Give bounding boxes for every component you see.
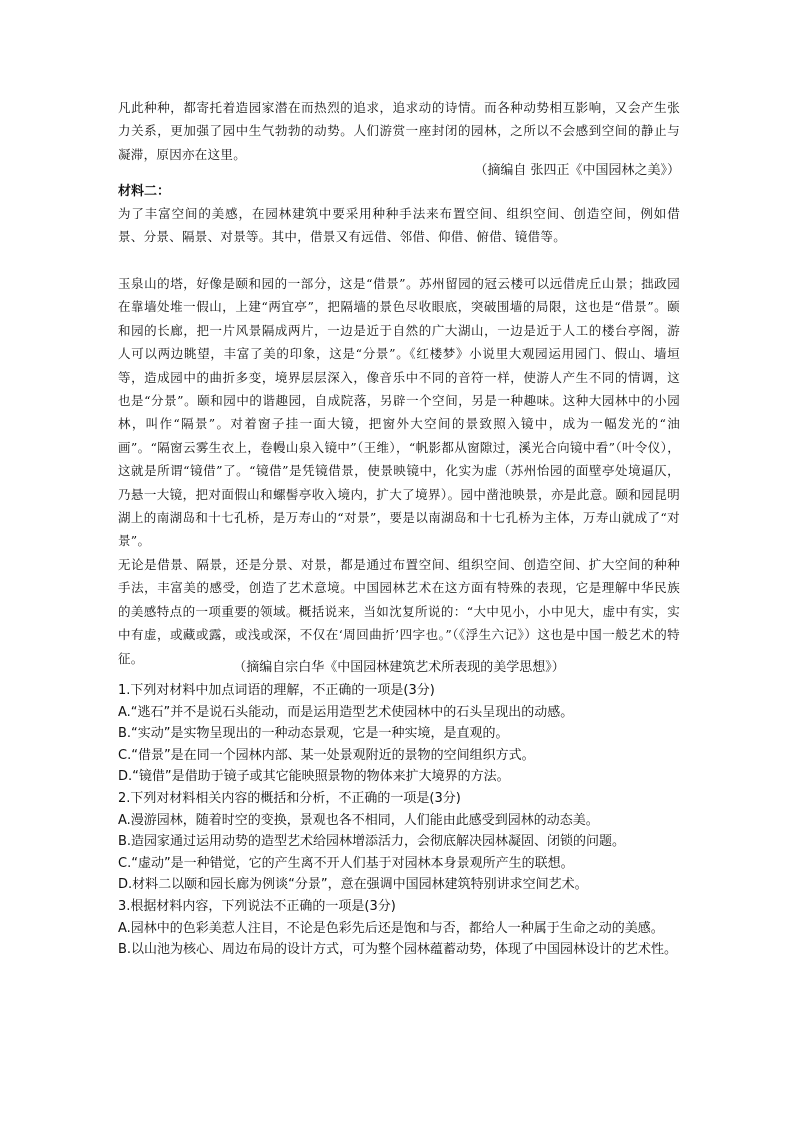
question-3-stem: 3.根据材料内容，下列说法不正确的一项是(3分)	[118, 898, 396, 914]
question-2-option-c: C.“虚动”是一种错觉，它的产生离不开人们基于对园林本身景观所产生的联想。	[118, 855, 574, 871]
material1-tail-paragraph: 凡此种种，都寄托着造园家潜在而热烈的追求，追求动的诗情。而各种动势相互影响，又会产生张力关系，更加强了园中生气勃勃的动势。人们游赏一座封闭的园林，之所以不会感到空间的静止与凝滞，原因亦在这里。	[118, 100, 680, 162]
question-1-option-d: D.“镜借”是借助于镜子或其它能映照景物的物体来扩大境界的方法。	[118, 769, 510, 785]
source-citation-1: （摘编自 张四正《中国园林之美》）	[474, 163, 680, 178]
material2-paragraph-2: 玉泉山的塔，好像是颐和园的一部分，这是“借景”。苏州留园的冠云楼可以远借虎丘山景；拙政园在靠墙处堆一假山，上建“两宜亭”，把隔墙的景色尽收眼底，突破围墙的局限，这也是“借景”。颐和园的长廊，把一片风景隔成两片，一边是近于自然的广大湖山，一边是近于人工的楼台亭阁，游人可以两边眺望，丰富了美的印象，这是“分景”。《红楼梦》小说里大观园运用园门、假山、墙垣等，造成园中的曲折多变，境界层层深入，像音乐中不同的音符一样，使游人产生不同的情调，这也是“分景”。颐和园中的谐趣园，自成院落，另辟一个空间，另是一种趣味。这种大园林中的小园林，叫作“隔景”。对着窗子挂一面大镜，把窗外大空间的景致照入镜中，成为一幅发光的“油画”。“隔窗云雾生衣上，卷幔山泉入镜中”（王维），“帆影都从窗隙过，溪光合向镜中看”（叶令仪），这就是所谓“镜借”了。“镜借”是凭镜借景，使景映镜中，化实为虚（苏州怡园的面壁亭处境逼仄，乃悬一大镜，把对面假山和螺髻亭收入境内，扩大了境界）。园中凿池映景，亦是此意。颐和园昆明湖上的南湖岛和十七孔桥，是万寿山的“对景”，要是以南湖岛和十七孔桥为主体，万寿山就成了“对景”。	[118, 276, 680, 549]
question-1-option-a: A.“逃石”并不是说石头能动，而是运用造型艺术使园林中的石头呈现出的动感。	[118, 704, 574, 720]
material2-paragraph-1: 为了丰富空间的美感，在园林建筑中要采用种种手法来布置空间、组织空间、创造空间，例如借景、分景、隔景、对景等。其中，借景又有远借、邻借、仰借、俯借、镜借等。	[118, 206, 680, 245]
material2-heading: 材料二：	[118, 184, 171, 199]
question-1	[118, 680, 680, 961]
question-1-option-b: B.“实动”是实物呈现出的一种动态景观，它是一种实境，是直观的。	[118, 726, 509, 742]
question-3-option-b: B.以山池为核心、周边布局的设计方式，可为整个园林蕴蓄动势，体现了中国园林设计的艺术性。	[118, 942, 678, 958]
question-1-option-c: C.“借景”是在同一个园林内部、某一处景观附近的景物的空间组织方式。	[118, 747, 535, 763]
question-2-option-b: B.造园家通过运用动势的造型艺术给园林增添活力，会彻底解决园林凝固、闭锁的问题。	[118, 834, 626, 850]
question-2-stem: 2.下列对材料相关内容的概括和分析，不正确的一项是(3分)	[118, 790, 461, 806]
material2-paragraph-3: 无论是借景、隔景，还是分景、对景，都是通过布置空间、组织空间、创造空间、扩大空间的种种手法，丰富美的感受，创造了艺术意境。中国园林艺术在这方面有特殊的表现，它是理解中华民族的美感特点的一项重要的领域。概括说来，当如沈复所说的：“大中见小，小中见大，虚中有实，实中有虚，或藏或露，或浅或深，不仅在‘周回曲折’四字也。”（《浮生六记》）这也是中国一般艺术的特征。	[118, 557, 680, 666]
source-citation-2: （摘编自宗白华《中国园林建筑艺术所表现的美学思想》）	[233, 660, 565, 675]
question-2-option-a: A.漫游园林，随着时空的变换，景观也各不相同，人们能由此感受到园林的动态美。	[118, 812, 599, 828]
question-1-stem: 1.下列对材料中加点词语的理解，不正确的一项是(3分)	[118, 683, 435, 698]
question-2-option-d: D.材料二以颐和园长廊为例谈“分景”，意在强调中国园林建筑特别讲求空间艺术。	[118, 877, 588, 893]
question-3-option-a: A.园林中的色彩美惹人注目，不论是色彩先后还是饱和与否，都给人一种属于生命之动的美感。	[118, 920, 664, 936]
